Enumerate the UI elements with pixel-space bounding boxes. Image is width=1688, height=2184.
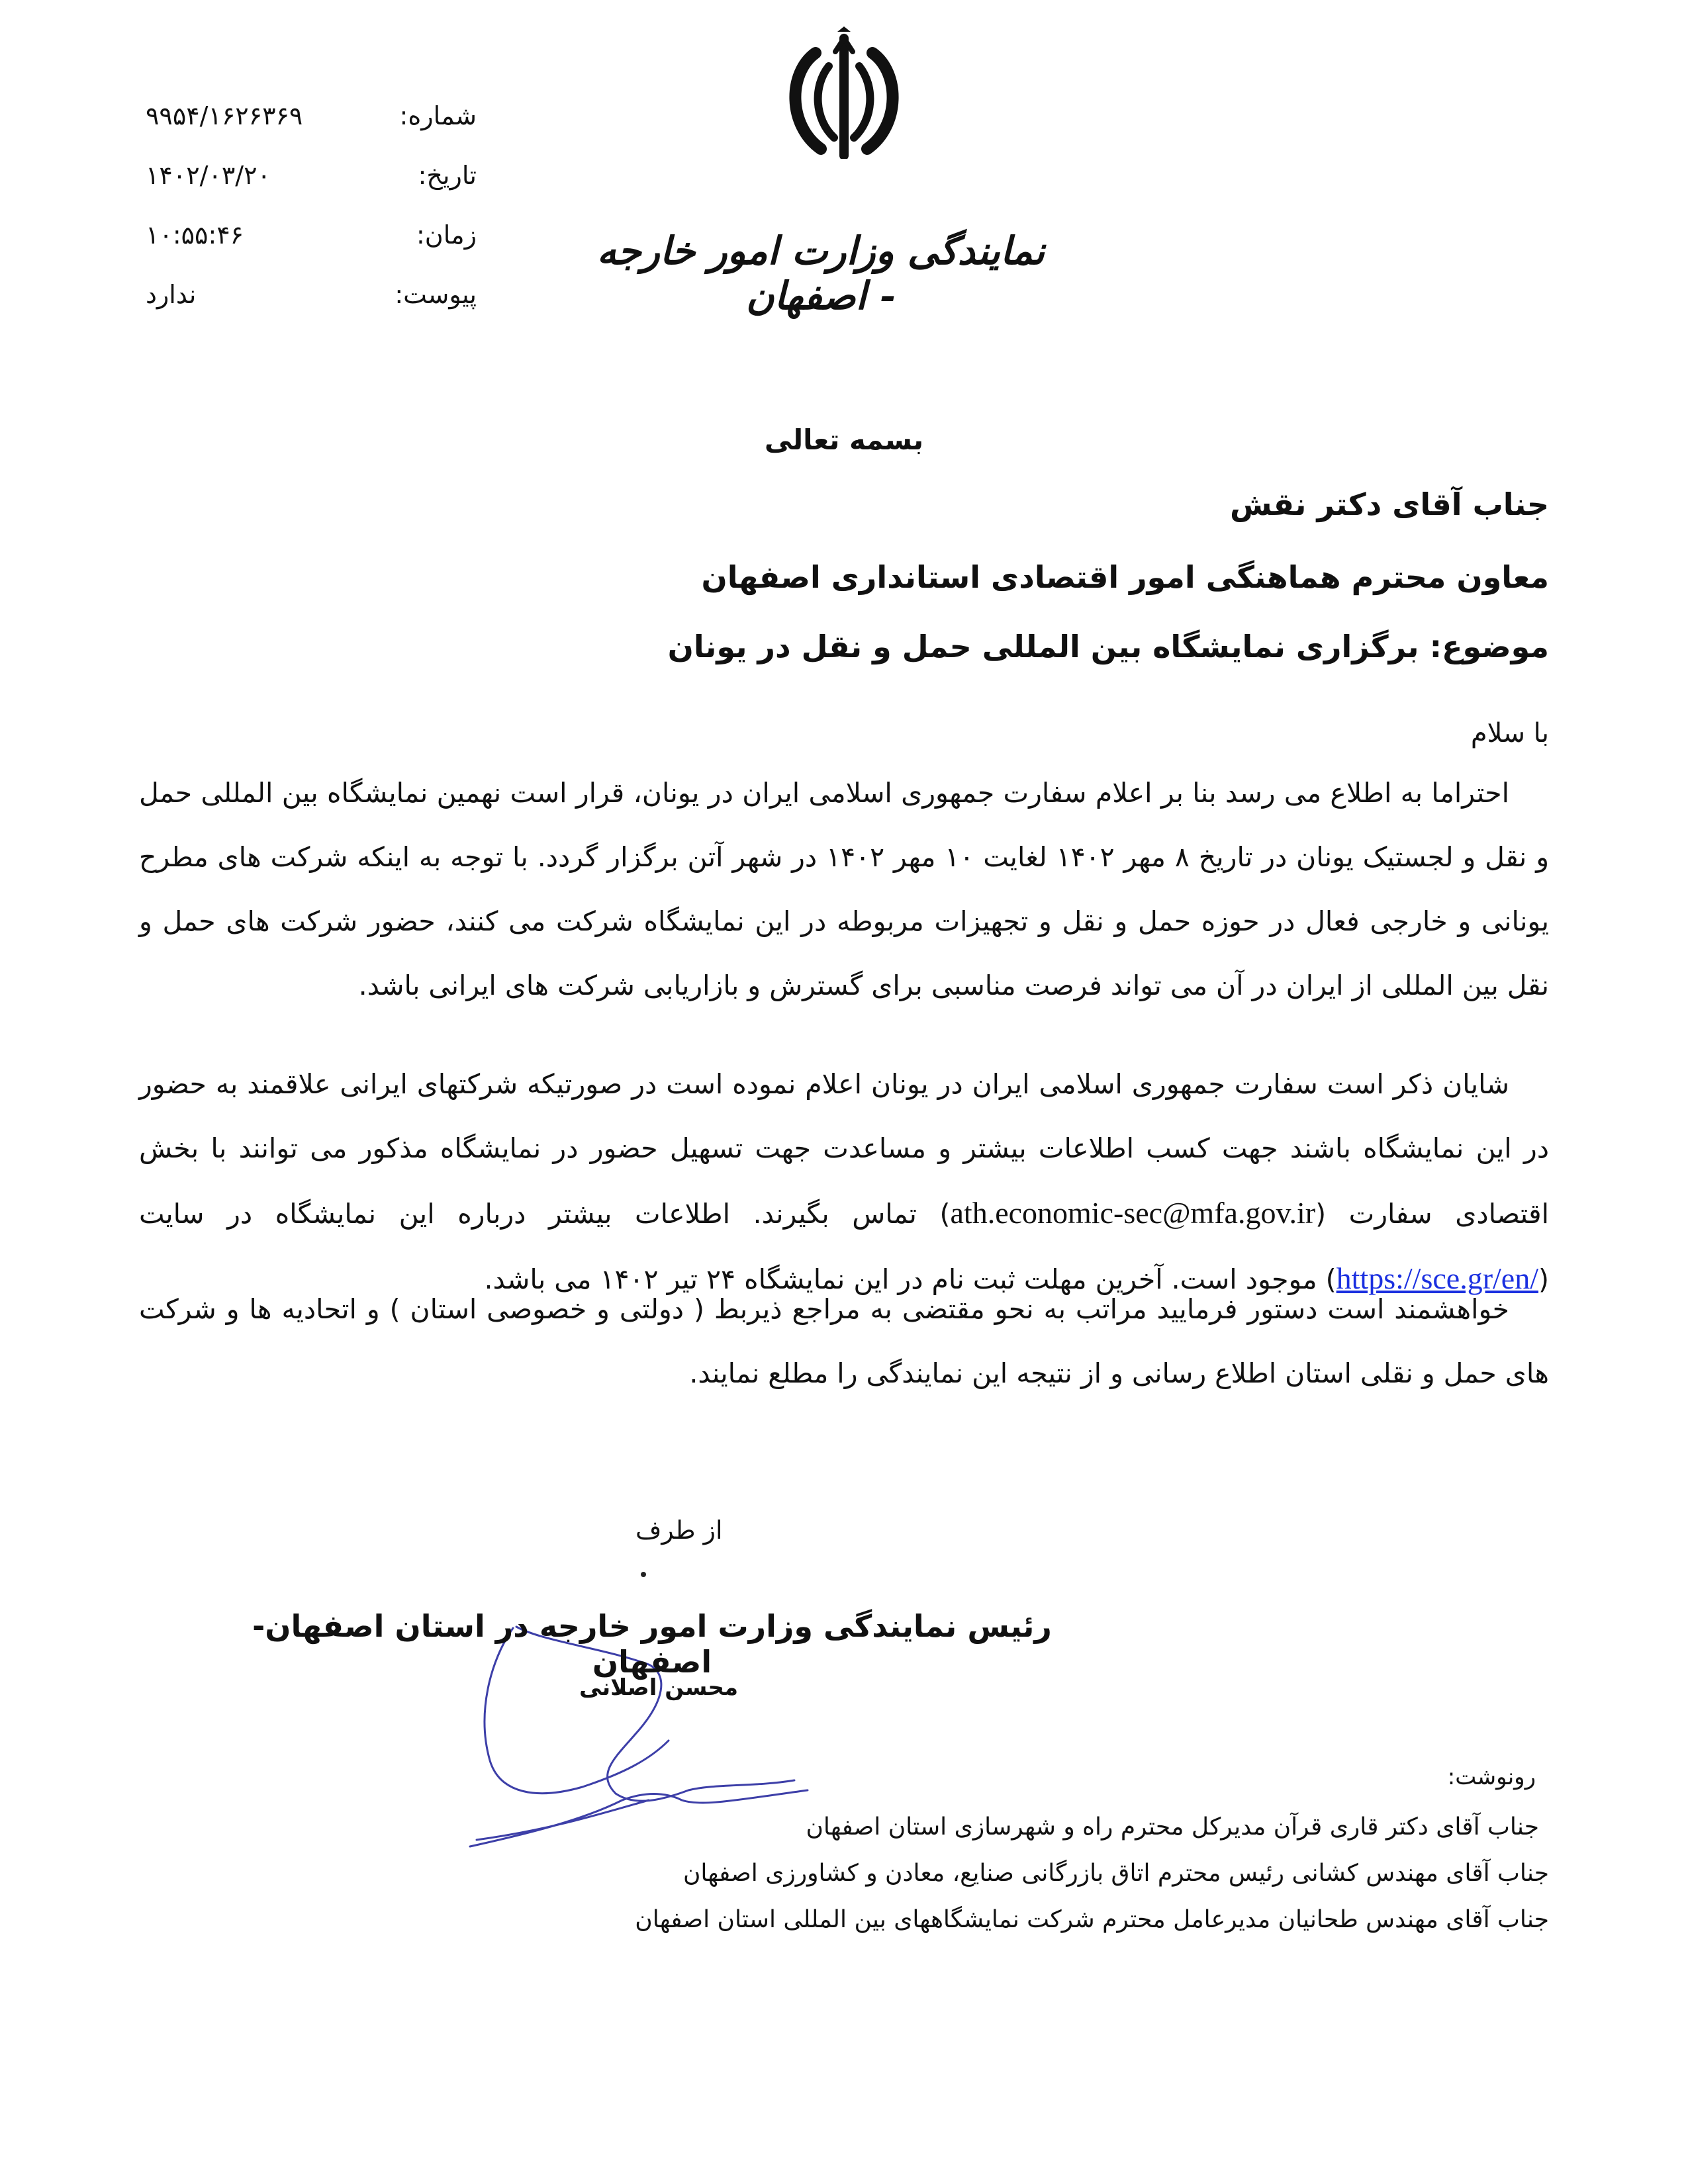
meta-number-value: ۹۹۵۴/۱۶۲۶۳۶۹ (146, 101, 303, 130)
letter-subject: موضوع: برگزاری نمایشگاه بین المللی حمل و نقل در یونان (667, 629, 1549, 664)
paragraph-1-text: احتراما به اطلاع می رسد بنا بر اعلام سفارت جمهوری اسلامی ایران در یونان، قرار است نهمین نمایشگاه بین المللی حمل و نقل و لجستیک یونان در تاریخ ۸ مهر ۱۴۰۲ لغایت ۱۰ مهر ۱۴۰۲ در شهر آتن برگزار گردد. با توجه به اینکه شرکت های مطرح یونانی و خارجی فعال در حوزه حمل و نقل و تجهیزات مربوطه در این نمایشگاه شرکت می کنند، حضور شرکت های حمل و نقل بین المللی از ایران در آن می تواند فرصت مناسبی برای گسترش و بازاریابی شرکت های ایرانی باشد. (139, 777, 1549, 1001)
cc-label: رونوشت: (1447, 1764, 1536, 1790)
paragraph-3-text: خواهشمند است دستور فرمایید مراتب به نحو مقتضی به مراجع ذیربط ( دولتی و خصوصی استان ) و اتحادیه ها و شرکت های حمل و نقلی استان اطلاع رسانی و از نتیجه این نمایندگی را مطلع نمایند. (139, 1293, 1549, 1389)
organization-name: نمایندگی وزارت امور خارجه - اصفهان (596, 228, 1045, 318)
recipient-title: معاون محترم هماهنگی امور اقتصادی استانداری اصفهان (701, 559, 1549, 595)
meta-date-row (132, 146, 477, 205)
embassy-email[interactable]: ath.economic-sec@mfa.gov.ir (950, 1196, 1316, 1230)
meta-number-label: شماره: (399, 101, 477, 130)
recipient-name: جناب آقای دکتر نقش (1230, 486, 1549, 522)
body-paragraph-1 (139, 761, 1549, 1018)
meta-attachment-row (132, 265, 477, 324)
signature-dot (641, 1572, 646, 1577)
body-paragraph-3 (139, 1277, 1549, 1406)
meta-date-value: ۱۴۰۲/۰۳/۲۰ (146, 161, 271, 190)
meta-time-row (132, 205, 477, 265)
meta-number-row (132, 86, 477, 146)
paragraph-2-text-a: شایان ذکر است سفارت جمهوری اسلامی ایران در یونان اعلام نموده است در صورتیکه شرکتهای ایرانی علاقمند به حضور در این نمایشگاه باشند جهت کسب اطلاعات بیشتر و مساعدت جهت تسهیل حضور در نمایشگاه مذکور می توانند با بخش اقتصادی سفارت ( (139, 1068, 1549, 1230)
cc-item: جناب آقای مهندس کشانی رئیس محترم اتاق بازرگانی صنایع، معادن و کشاورزی اصفهان (682, 1860, 1549, 1887)
body-paragraph-2 (139, 1052, 1549, 1312)
iran-emblem-icon (774, 26, 914, 159)
meta-attachment-value: ندارد (146, 280, 197, 309)
meta-time-label: زمان: (416, 220, 477, 250)
cc-item: جناب آقای دکتر قاری قرآن مدیرکل محترم راه و شهرسازی استان اصفهان (806, 1813, 1539, 1841)
signer-title: رئیس نمایندگی وزارت امور خارجه در استان اصفهان- اصفهان (252, 1608, 1052, 1680)
from-label: از طرف (635, 1516, 723, 1545)
bismillah-heading: بسمه تعالی (764, 424, 924, 456)
meta-time-value: ۱۰:۵۵:۴۶ (146, 220, 244, 250)
cc-item: جناب آقای مهندس طحانیان مدیرعامل محترم شرکت نمایشگاههای بین المللی استان اصفهان (635, 1906, 1549, 1933)
meta-attachment-label: پیوست: (395, 280, 477, 309)
greeting: با سلام (1470, 718, 1549, 749)
exhibition-website-link[interactable]: https://sce.gr/en/ (1336, 1261, 1538, 1295)
letter-meta (132, 86, 477, 324)
paragraph-2-text-c: ) موجود است. آخرین مهلت ثبت نام در این نمایشگاه ۲۴ تیر ۱۴۰۲ می باشد. (484, 1263, 1336, 1295)
paragraph-2-text-b: ) تماس بگیرند. اطلاعات بیشتر درباره این نمایشگاه در سایت ( (139, 1198, 1549, 1295)
signer-name: محسن اصلانی (579, 1674, 739, 1701)
meta-date-label: تاریخ: (418, 161, 477, 190)
